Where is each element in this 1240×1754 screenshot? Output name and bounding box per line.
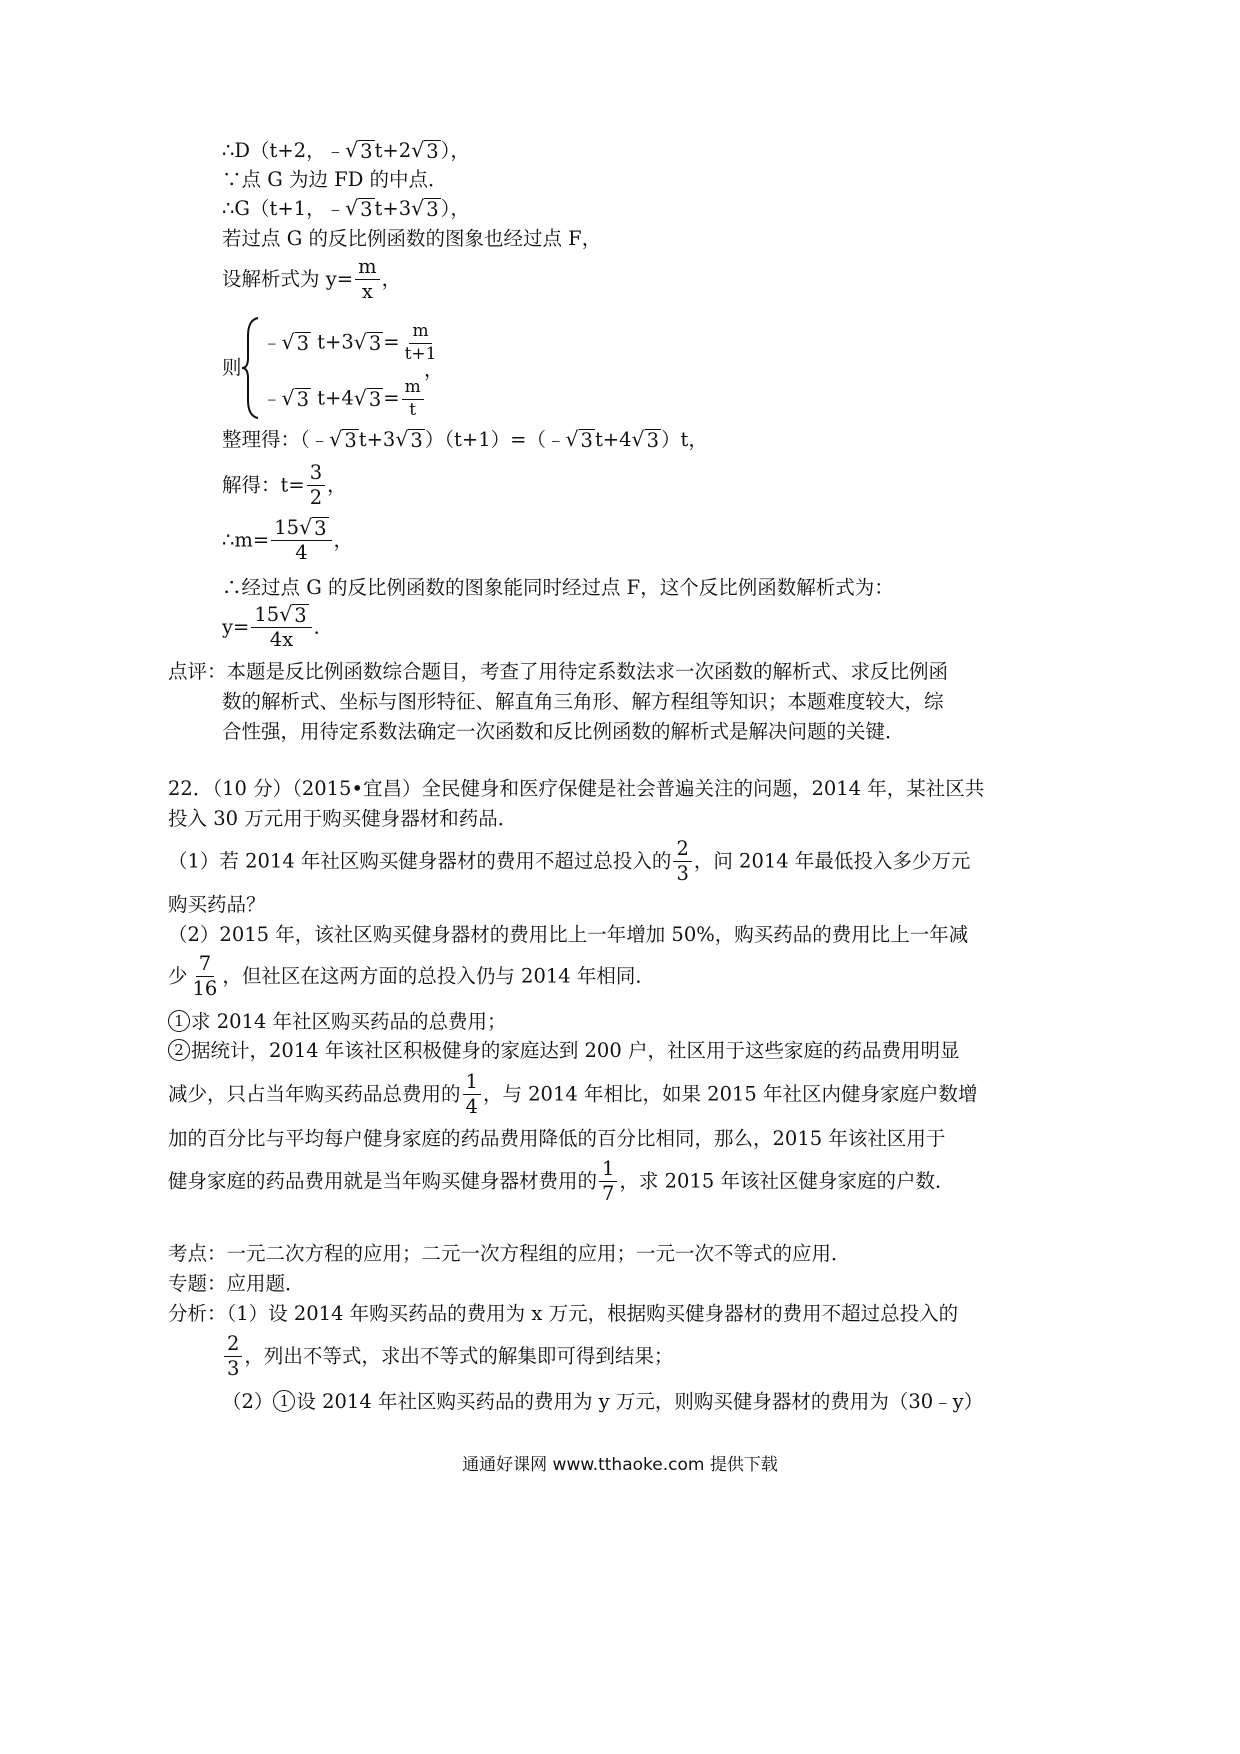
- solution-line-answer: y= 15 √ 3 4x ．: [222, 602, 334, 652]
- solution-line-m: ∴m= 15 √ 3 4 ，: [222, 515, 354, 565]
- solution-line-midpoint: ∵点 G 为边 FD 的中点．: [222, 168, 448, 191]
- analysis-zhuanti: 专题：应用题．: [168, 1272, 305, 1295]
- system-equation-2: ﹣ √ 3 t+4 √ 3 = $\frac{m}{t}$: [262, 378, 426, 420]
- question-22-part-2: （2）2015 年，该社区购买健身器材的费用比上一年增加 50%，购买药品的费用比上一年减: [168, 923, 969, 946]
- question-22-part-1: （1）若 2014 年社区购买健身器材的费用不超过总投入的 $\frac{2}{3}$ ，问 2014 年最低投入多少万元: [168, 837, 971, 886]
- solution-line-expression: 设解析式为 y= $\frac{m}{x}$ ，: [222, 255, 402, 304]
- solution-line-G: ∴G（t+1，﹣ √ 3 t+3 √ 3 ），: [222, 196, 470, 221]
- circled-one-icon: 1: [168, 1010, 190, 1032]
- review-line-3: 合性强，用待定系数法确定一次函数和反比例函数的解析式是解决问题的关键．: [222, 720, 905, 743]
- question-22-part-1-cont: 购买药品？: [168, 893, 266, 916]
- solution-line-D: ∴D（t+2，﹣ √ 3 t+2 √ 3 ），: [222, 138, 470, 163]
- system-label: 则: [222, 356, 242, 379]
- question-22-part-2-cont: 少 $\frac{7}{16}$ ，但社区在这两方面的总投入仍与 2014 年相同．: [168, 952, 655, 1001]
- review-line-1: 点评：本题是反比例函数综合题目，考查了用待定系数法求一次函数的解析式、求反比例函: [168, 660, 949, 683]
- review-line-2: 数的解析式、坐标与图形特征、解直角三角形、解方程组等知识；本题难度较大，综: [222, 690, 944, 713]
- page-footer: 通通好课网 www.tthaoke.com 提供下载: [462, 1455, 778, 1475]
- question-22-subpart-2: 2 据统计，2014 年该社区积极健身的家庭达到 200 户，社区用于这些家庭的药品费用明显: [168, 1039, 959, 1062]
- analysis-line-3: （2） 1 设 2014 年社区购买药品的费用为 y 万元，则购买健身器材的费用为（30﹣y）: [222, 1390, 984, 1413]
- solution-line-solve-t: 解得：t= $\frac{3}{2}$ ，: [222, 461, 347, 510]
- analysis-kaodian: 考点：一元二次方程的应用；二元一次方程组的应用；一元一次不等式的应用．: [168, 1242, 851, 1265]
- brace-icon: [240, 316, 262, 420]
- solution-line-assume: 若过点 G 的反比例函数的图象也经过点 F，: [222, 227, 602, 250]
- question-22-line-2: 投入 30 万元用于购买健身器材和药品．: [168, 807, 518, 830]
- analysis-line-2: $\frac{2}{3}$ ，列出不等式，求出不等式的解集即可得到结果；: [222, 1333, 673, 1381]
- solution-line-simplify: 整理得：（﹣ √ 3 t+3 √ 3 ）（t+1）=（﹣ √ 3 t+4 √ 3 ）t，: [222, 427, 708, 452]
- system-equation-1: ﹣ √ 3 t+3 √ 3 = $\frac{m}{t+1}$: [262, 321, 437, 364]
- question-22-subpart-2-line-2: 减少，只占当年购买药品总费用的 $\frac{1}{4}$ ，与 2014 年相比，如果 2015 年社区内健身家庭户数增: [168, 1070, 978, 1119]
- analysis-line-1: 分析：（1）设 2014 年购买药品的费用为 x 万元，根据购买健身器材的费用不超过总投入的: [168, 1302, 959, 1325]
- question-22-line-1: 22．（10 分）（2015•宜昌）全民健身和医疗保健是社会普遍关注的问题，2014 年，某社区共: [168, 777, 985, 800]
- question-22-subpart-2-line-4: 健身家庭的药品费用就是当年购买健身器材费用的 $\frac{1}{7}$ ，求 2015 年该社区健身家庭的户数．: [168, 1157, 955, 1206]
- circled-one-icon: 1: [273, 1390, 295, 1412]
- circled-two-icon: 2: [168, 1039, 190, 1061]
- solution-line-conclusion: ∴经过点 G 的反比例函数的图象能同时经过点 F，这个反比例函数解析式为：: [222, 576, 894, 599]
- question-22-subpart-1: 1 求 2014 年社区购买药品的总费用；: [168, 1010, 507, 1033]
- question-22-subpart-2-line-3: 加的百分比与平均每户健身家庭的药品费用降低的百分比相同，那么，2015 年该社区用于: [168, 1127, 946, 1150]
- system-comma: ，: [424, 358, 444, 381]
